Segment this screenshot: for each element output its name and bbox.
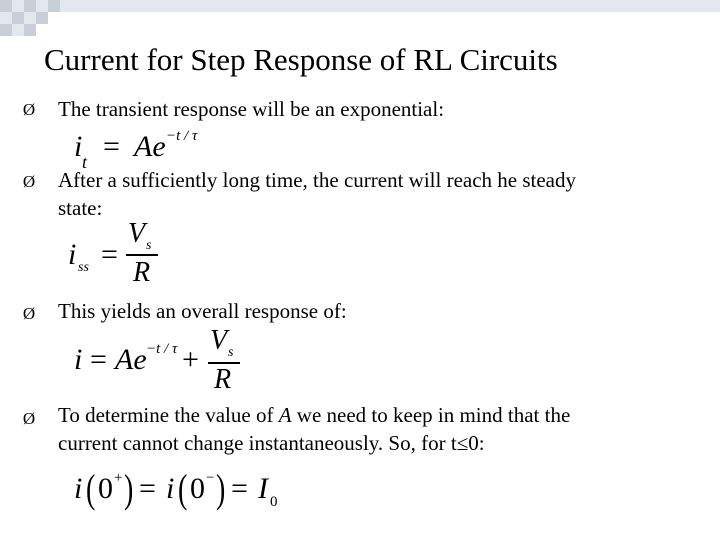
eq4-rhs: I — [258, 472, 268, 505]
eq4-arg1: 0 — [98, 472, 113, 505]
eq2-numerator-sub: s — [146, 238, 152, 253]
eq4-arg2: 0 — [190, 472, 205, 505]
bullet-4-line-1-pre: To determine the value of — [58, 403, 279, 427]
eq1-lhs-sub: t — [82, 152, 88, 172]
eq4-paren-close-1: ) — [124, 466, 134, 511]
eq4-f2: i — [166, 472, 175, 505]
eq2-lhs: i — [68, 238, 77, 271]
eq1-exponent: −t / τ — [166, 128, 198, 144]
eq4-arg1-sup: + — [114, 470, 123, 486]
bullet-1-text: The transient response will be an exponential: — [58, 97, 445, 121]
eq4-arg2-sup: − — [206, 470, 215, 486]
eq3-rhs: Ae — [115, 343, 147, 376]
eq4-paren-close-2: ) — [216, 466, 226, 511]
bullet-2-line-1: After a sufficiently long time, the current will reach he steady — [58, 168, 577, 192]
eq4-equals-2: = — [231, 472, 248, 505]
header-decoration — [0, 0, 720, 44]
eq2-fraction-bar — [126, 254, 158, 256]
eq4-equals-1: = — [139, 472, 156, 505]
eq4-f1: i — [74, 472, 83, 505]
eq3-numerator: V — [210, 325, 228, 356]
bullet-arrow-icon: Ø — [22, 409, 36, 428]
eq2-numerator: V — [128, 218, 146, 249]
eq1-lhs: i — [74, 130, 83, 163]
eq3-exponent: −t / τ — [146, 341, 178, 357]
eq4-rhs-sub: 0 — [270, 494, 278, 510]
bullet-4-line-1 — [58, 401, 570, 429]
eq4-paren-open-2: ( — [178, 466, 188, 511]
eq3-numerator-sub: s — [228, 345, 234, 360]
bullet-arrow-icon: Ø — [22, 304, 36, 323]
bullet-4-var-a: A — [278, 403, 292, 427]
eq3-denominator: R — [214, 364, 232, 395]
eq2-denominator: R — [133, 257, 151, 288]
bullet-arrow-icon: Ø — [22, 172, 36, 191]
eq1-rhs: Ae — [134, 130, 166, 163]
bullet-3-text: This yields an overall response of: — [58, 299, 347, 323]
bullet-arrow-icon: Ø — [22, 100, 36, 119]
eq2-lhs-sub: ss — [78, 260, 89, 275]
bullet-4-line-1-post: we need to keep in mind that the — [291, 403, 571, 427]
bullet-2-line-2: state: — [58, 196, 103, 220]
slide-title: Current for Step Response of RL Circuits — [44, 42, 558, 77]
eq3-plus: + — [182, 343, 199, 376]
eq2-equals: = — [101, 238, 118, 271]
eq4-paren-open-1: ( — [86, 466, 96, 511]
eq3-lhs: i — [74, 343, 83, 376]
bullet-4-line-2: current cannot change instantaneously. So, for t≤0: — [58, 431, 485, 455]
eq1-equals: = — [103, 130, 120, 163]
eq3-equals: = — [90, 343, 107, 376]
